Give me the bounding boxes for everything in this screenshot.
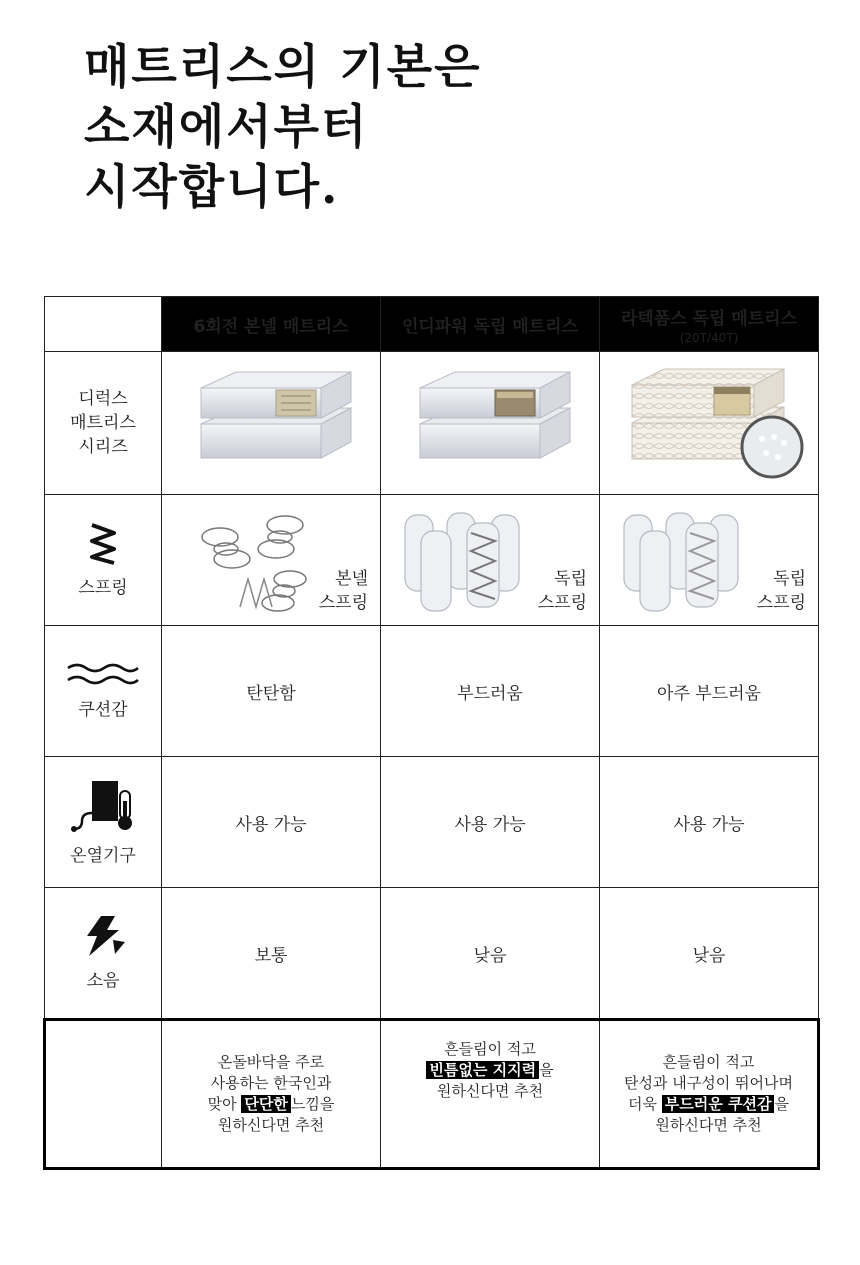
table-row-recommend: [45, 1020, 819, 1169]
table-row-noise: [45, 888, 819, 1020]
spring-type-indipower: 독립 스프링: [537, 569, 587, 613]
spring-cell-bonnell: [162, 495, 381, 626]
spring-type-latexfoam: 독립 스프링: [756, 569, 806, 613]
noise-value-indipower: 낮음: [381, 888, 600, 1020]
spring-cell-latexfoam: [600, 495, 819, 626]
spring-label-cell: 스프링: [45, 495, 162, 626]
heater-value-indipower: 사용 가능: [381, 757, 600, 888]
table-row-series: [45, 352, 819, 495]
recommend-highlight-latexfoam: 부드러운 쿠션감: [662, 1095, 775, 1113]
pocket-spring-image: [395, 509, 555, 613]
headline-line-1: 매트리스의 기본은: [84, 40, 482, 95]
cushion-value-bonnell: 탄탄함: [162, 626, 381, 757]
spring-icon: [45, 521, 161, 570]
bonnell-spring-image: [190, 507, 340, 617]
heater-label-cell: 온열기구: [45, 757, 162, 888]
table-row-cushion: [45, 626, 819, 757]
pocket-spring-image-2: [614, 509, 774, 613]
noise-value-latexfoam: 낮음: [600, 888, 819, 1020]
headline-line-2: 소재에서부터: [84, 100, 369, 155]
cushion-value-latexfoam: 아주 부드러움: [600, 626, 819, 757]
noise-value-bonnell: 보통: [162, 888, 381, 1020]
headline-line-3: 시작합니다.: [84, 160, 340, 215]
heater-value-latexfoam: 사용 가능: [600, 757, 819, 888]
mattress-image-indipower: [381, 352, 600, 495]
lightning-icon: [45, 914, 161, 963]
series-label: 디럭스 매트리스 시리즈: [45, 352, 162, 495]
heater-thermometer-icon: [45, 777, 161, 838]
table-row-heater: [45, 757, 819, 888]
cushion-value-indipower: 부드러움: [381, 626, 600, 757]
recommend-highlight-indipower: 빈틈없는 지지력: [426, 1061, 539, 1079]
wave-icon: [45, 661, 161, 692]
recommend-indipower: 흔들림이 적고 빈틈없는 지지력 을 원하신다면 추천: [381, 1020, 600, 1169]
header-corner: [45, 297, 162, 352]
recommend-label-cell: [45, 1020, 162, 1169]
cushion-label-cell: 쿠션감: [45, 626, 162, 757]
recommend-bonnell: 온돌바닥을 주로 사용하는 한국인과 맞아 단단한 느낌을 원하신다면 추천: [162, 1020, 381, 1169]
heater-value-bonnell: 사용 가능: [162, 757, 381, 888]
table-row-spring: [45, 495, 819, 626]
spring-cell-indipower: [381, 495, 600, 626]
page-headline: [84, 38, 482, 218]
spring-type-bonnell: 본넬 스프링: [318, 569, 368, 613]
noise-label-cell: 소음: [45, 888, 162, 1020]
column-header-indipower: 인디파워 독립 매트리스: [381, 297, 600, 352]
table-header-row: [45, 297, 819, 352]
mattress-image-bonnell: [162, 352, 381, 495]
column-header-bonnell: 6회전 본넬 매트리스: [162, 297, 381, 352]
column-header-latexfoam: 라텍폼스 독립 매트리스 (20T/40T): [600, 297, 819, 352]
comparison-table: [43, 296, 820, 1170]
recommend-latexfoam: 흔들림이 적고 탄성과 내구성이 뛰어나며 더욱 부드러운 쿠션감 을 원하신다면 추천: [600, 1020, 819, 1169]
recommend-highlight-bonnell: 단단한: [241, 1095, 290, 1113]
mattress-image-latexfoam: [600, 352, 819, 495]
